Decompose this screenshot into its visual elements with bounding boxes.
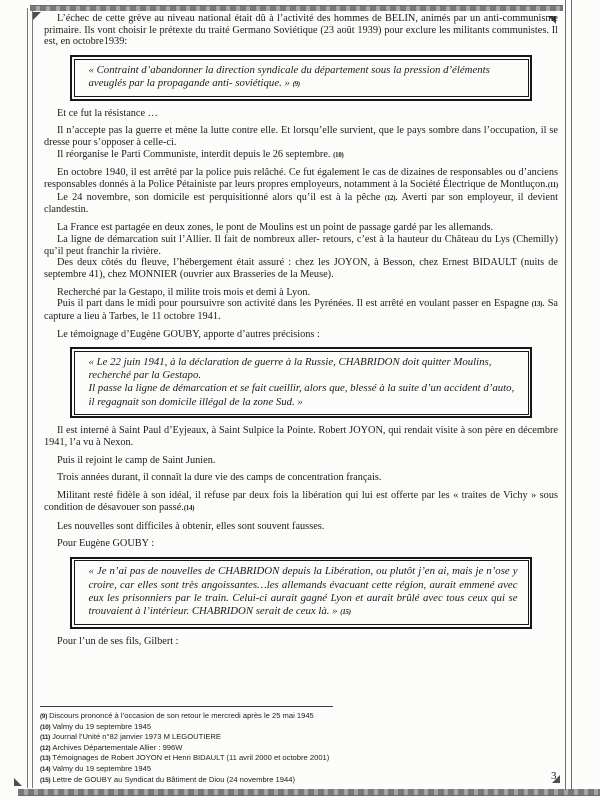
paragraph-demarcation: La ligne de démarcation suit l’Allier. Il fait de nombreux aller- retours, c’est à la hauteur du Château du Lys (Chemilly) qu’il peut franchir la rivière. [44,233,558,257]
paragraph-interne: Il est interné à Saint Paul d’Eyjeaux, à Saint Sulpice la Pointe. Robert JOYON, qui rendait visite à son père en décembre 1941, l’a vu à Nexon. [44,425,558,448]
footnote-text: Lettre de GOUBY au Syndicat du Bâtiment de Diou (24 novembre 1944) [52,774,295,784]
paragraph-resistance: Et ce fut la résistance … [57,107,158,119]
quote-2-line-2: Il passe la ligne de démarcation et se fait cueillir, alors que, blessé à la suite d’un accident d’auto, il regagnait son domicile illégal de la zone Sud. » [88,382,515,408]
paragraph-octobre-1940: En octobre 1940, il est arrêté par la police puis relâché. Ce fut également le cas de dizaines de responsables ou d’anciens responsables donnés à la Police Pétainiste par leurs propres employeurs, notamment à la Société Électrique de Montluçon.(11) [44,167,558,191]
paragraph-parti-communiste: Il réorganise le Parti Communiste, interdit depuis le 26 septembre. (10) [57,148,344,160]
footnote-marker-12: (12) [384,194,396,202]
footnote [40,743,560,754]
footnote-marker-14: (14) [183,504,195,512]
paragraph-fils-gilbert: Pour l’un de ses fils, Gilbert : [57,635,179,647]
footnote [40,764,560,775]
footnote-text: Valmy du 19 septembre 1945 [52,763,152,773]
quote-box-1 [70,55,532,100]
footnote-ref: (9) [40,713,48,720]
scan-border-bottom [18,789,600,796]
quote-box-2 [70,347,532,418]
footnote [40,711,560,722]
paragraph-nouvelles: Les nouvelles sont difficiles à obtenir, elles sont souvent fausses. [57,520,325,532]
footnote-ref: (15) [40,776,51,784]
footnote [40,753,560,764]
quote-2-line-1: « Le 22 juin 1941, à la déclaration de guerre à la Russie, CHABRIDON doit quitter Moulins, recherché par la Gestapo. [88,355,492,382]
footnote-text: Témoignages de Robert JOYON et Henri BIDAULT (11 avril 2000 et octobre 2001) [52,753,330,763]
footnote-ref: (12) [40,744,51,752]
footnote-marker-13: (13) [531,301,543,309]
footnote-text: Discours prononcé à l’occasion de son retour le mercredi après le 25 mai 1945 [49,711,314,720]
footnote-ref: (13) [40,755,51,763]
quote-1-text: « Contraint d’abandonner la direction syndicale du département sous la pression d’éléments aveuglés par la propagande anti- soviétique. » (9) [88,63,490,89]
paragraph-intro: L’échec de cette grève au niveau national était dû à l’activité des hommes de BELIN, animés par un anti-communisme primaire. Ils vont choisir le prétexte du traité Germano Soviétique (23 août 1939) pour exclure les militants communistes. Il est, en octobre1939: [44,13,558,48]
paragraph-deux-zones: La France est partagée en deux zones, le pont de Moulins est un point de passage gardé par les allemands. [57,222,494,234]
paragraph-trois-annees: Trois années durant, il connaît la dure vie des camps de concentration français. [57,472,382,484]
corner-mark-top-left [33,12,41,20]
page-number: 3 [551,770,557,782]
footnote-ref: (14) [40,765,51,773]
corner-mark-bottom-left [14,778,22,786]
paragraph-24-novembre: Le 24 novembre, son domicile est perquisitionné alors qu’il est à la pêche (12). Averti par son employeur, il devient clandestin. [44,191,559,216]
paragraph-temoignage-gouby: Le témoignage d’Eugène GOUBY, apporte d’autres précisions : [57,328,320,340]
paragraph-guerre: Il n’accepte pas la guerre et mène la lutte contre elle. Et lorsqu’elle survient, que le pays sombre dans l’occupation, il se dresse pour s’opposer à celle-ci. [44,125,558,148]
footnote-marker-9: (9) [292,80,300,88]
footnote-marker-10: (10) [333,151,344,159]
footnote [40,775,560,786]
footnote-text: Valmy du 19 septembre 1945 [52,721,152,731]
paragraph-saint-junien: Puis il rejoint le camp de Saint Junien. [57,454,216,466]
footnotes-block [40,711,560,785]
footnote-text: Archives Départementale Allier : 996W [52,742,183,752]
footnote-ref: (10) [40,723,51,731]
paragraph-gestapo-lyon: Recherché par la Gestapo, il milite trois mois et demi à Lyon. [57,286,311,298]
paragraph-espagne: Puis il part dans le midi pour poursuivre son activité dans les Pyrénées. Il est arrêté en voulant passer en Espagne (13). Sa capture a lieu à Tarbes, le 11 octobre 1941. [44,298,558,323]
quote-3-text: « Je n’ai pas de nouvelles de CHABRIDON depuis la Libération, ou plutôt j’en ai, mais je n’ose y croire, car elles sont très angoissantes…les allemands évacuant cette région, aurait emmené avec eux les prisonniers par le train. Celui-ci aurait gagné Lyon et aurait brûlé avec tous ceux qui se trouvaient à l’intérieur. CHABRIDON serait de ceux là. » (15) [88,565,518,618]
scan-border-top [30,5,563,11]
paragraph-hebergement: Des deux côtés du fleuve, l’hébergement était assuré : chez les JOYON, à Besson, chez Ernest BIDAULT (nuits de septembre 41), chez MONNIER (ouvrier aux Brasseries de la Meuse). [44,257,558,280]
document-body [44,13,558,647]
footnote-separator [40,706,333,707]
footnote-ref: (11) [40,734,51,742]
paragraph-pour-gouby: Pour Eugène GOUBY : [57,538,155,550]
footnote-marker-15: (15) [340,609,351,617]
paragraph-militant-fidele: Militant resté fidèle à son idéal, il refuse par deux fois la libération qui lui est offerte par les « traites de Vichy » sous condition de désavouer son passé.(14) [44,490,558,513]
page-frame-left-rule [27,8,33,788]
footnote [40,722,560,733]
quote-box-3 [70,557,532,629]
footnote [40,732,560,743]
footnote-marker-11: (11) [547,182,558,190]
footnote-text: Journal l’Unité n°82 janvier 1973 M LEGOUTIERE [52,732,221,742]
page-frame-right-rule [565,0,572,790]
